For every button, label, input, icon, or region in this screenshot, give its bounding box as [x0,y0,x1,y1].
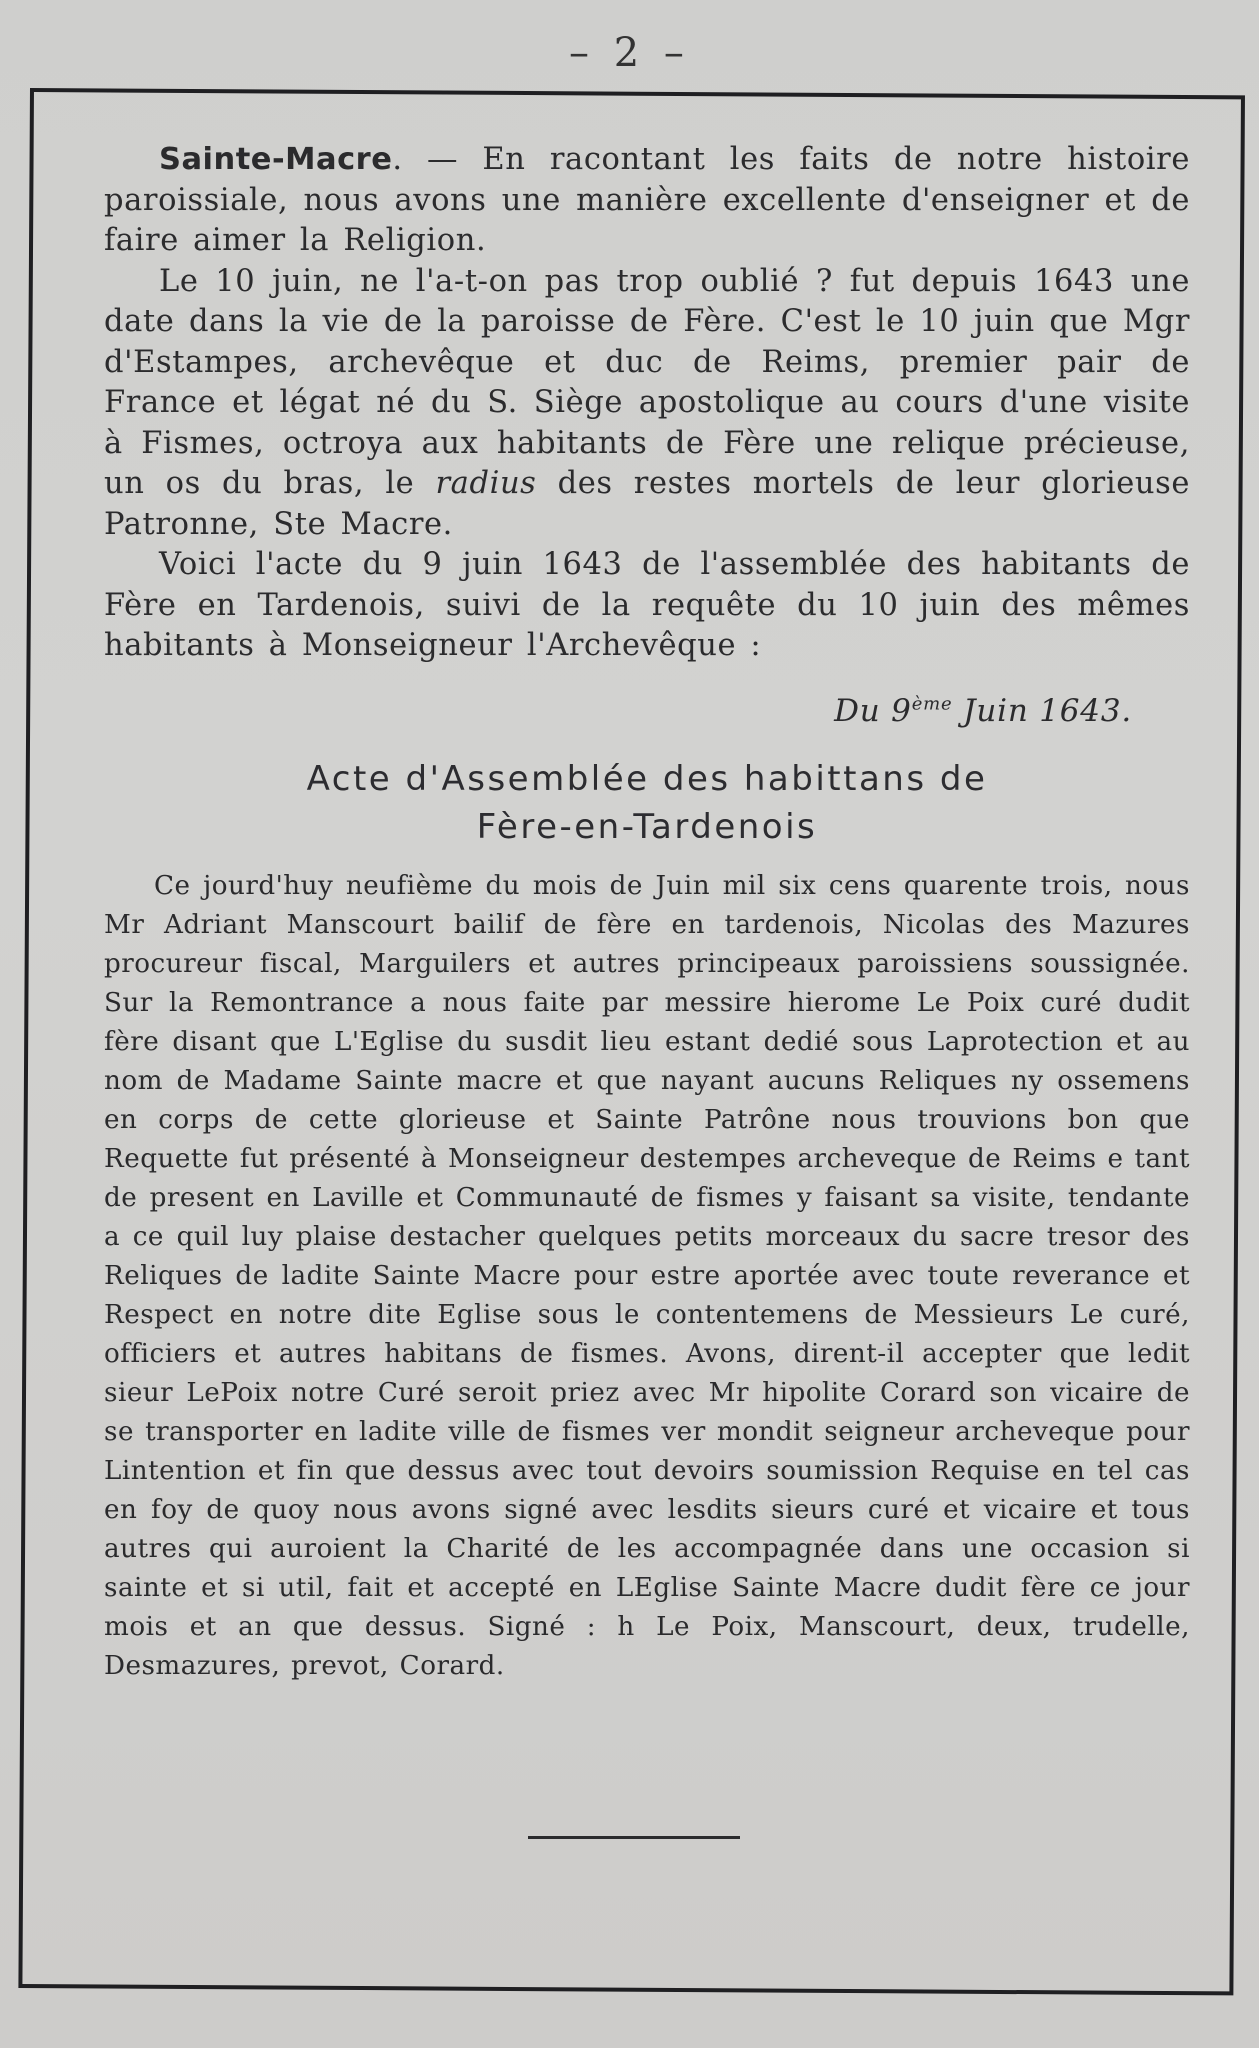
page-number: – 2 – [569,30,690,76]
section-heading-sainte-macre: Sainte-Macre [159,142,393,177]
intro-paragraph [104,140,1190,262]
relic-paragraph [104,262,1190,546]
acte-date [104,693,1132,729]
acte-title-line-1: Acte d'Assemblée des habittans de [306,758,988,799]
acte-title [104,755,1190,851]
page-content [104,140,1190,1686]
closing-rule [528,1836,740,1839]
relic-paragraph-text-2: des restes mortels de leur glorieuse Patronne, Ste Macre. [104,466,1191,542]
acte-date-suffix: Juin 1643. [952,692,1132,729]
relic-paragraph-text-1: Le 10 juin, ne l'a-t-on pas trop oublié ? fut depuis 1643 une date dans la vie de la paroisse de Fère. C'est le 10 juin que Mgr d'Estampes, archevêque et duc de Reims, premier pair de France et légat né du S. Siège apostolique au cours d'une visite à Fismes, octroya aux habitants de Fère une relique précieuse, un os du bras, le [104,263,1190,501]
acte-date-prefix: Du 9 [834,692,912,729]
relic-paragraph-italic: radius [435,466,537,501]
acte-title-line-2: Fère-en-Tardenois [476,806,818,847]
intro-paragraph-text: . — En racontant les faits de notre histoire paroissiale, nous avons une manière excellente d'enseigner et de faire aimer la Religion. [104,142,1190,258]
acte-body: Ce jourd'huy neufième du mois de Juin mil six cens quarente trois, nous Mr Adriant Manscourt bailif de fère en tardenois, Nicolas des Mazures procureur fiscal, Marguilers et autres principeaux paroissiens soussignée. Sur la Remontrance a nous faite par messire hierome Le Poix curé dudit fère disant que L'Eglise du susdit lieu estant dedié sous Laprotection et au nom de Madame Sainte macre et que nayant aucuns Reliques ny ossemens en corps de cette glorieuse et Sainte Patrône nous trouvions bon que Requette fut présenté à Monseigneur destempes archeveque de Reims e tant de present en Laville et Communauté de fismes y faisant sa visite, tendante a ce quil luy plaise destacher quelques petits morceaux du sacre tresor des Reliques de ladite Sainte Macre pour estre aportée avec toute reverance et Respect en notre dite Eglise sous le contentemens de Messieurs Le curé, officiers et autres habitans de fismes. Avons, dirent-il accepter que ledit sieur LePoix notre Curé seroit priez avec Mr hipolite Corard son vicaire de se transporter en ladite ville de fismes ver mondit seigneur archeveque pour Lintention et fin que dessus avec tout devoirs soumission Requise en tel cas en foy de quoy nous avons signé avec lesdits sieurs curé et vicaire et tous autres qui auroient la Charité de les accompagnée dans une occasion si sainte et si util, fait et accepté en LEglise Sainte Macre dudit fère ce jour mois et an que dessus. Signé : h Le Poix, Manscourt, deux, trudelle, Desmazures, prevot, Corard. [104,870,1190,1681]
acte-intro-paragraph: Voici l'acte du 9 juin 1643 de l'assemblée des habitants de Fère en Tardenois, suivi de la requête du 10 juin des mêmes habitants à Monseigneur l'Archevêque : [104,547,1190,663]
acte-date-sup: ème [911,693,953,715]
